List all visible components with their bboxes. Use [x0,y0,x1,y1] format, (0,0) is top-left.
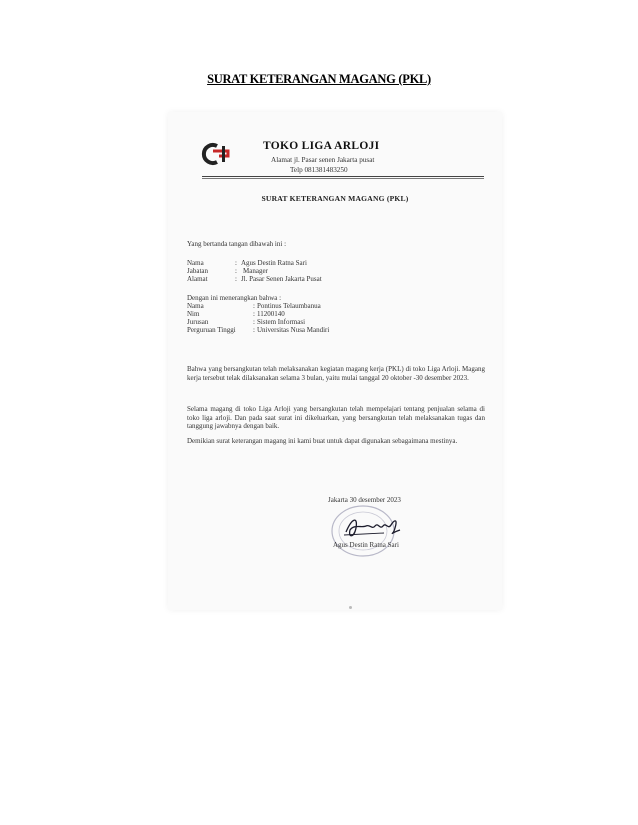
company-phone: Telp 081381483250 [290,166,348,174]
statement-text: Dengan ini menerangkan bahwa : [187,294,282,302]
field-separator: : [253,310,255,318]
field-separator: : [235,275,237,283]
field-separator: : [253,302,255,310]
signatory-row [187,267,268,275]
field-value: Universitas Nusa Mandiri [257,326,330,334]
field-key: Nama [187,302,204,310]
letter-title: SURAT KETERANGAN MAGANG (PKL) [261,194,409,203]
company-logo-icon [200,142,236,166]
header-divider [202,176,484,177]
field-separator: : [253,326,255,334]
field-value: Sistem Informasi [257,318,306,326]
field-key: Perguruan Tinggi [187,326,236,334]
field-value: 11200140 [257,310,285,318]
field-separator: : [253,318,255,326]
company-name: TOKO LIGA ARLOJI [263,140,380,152]
header-divider [202,178,484,179]
field-separator: : [235,259,237,267]
field-value: Jl. Pasar Senen Jakarta Pusat [241,275,322,283]
field-key: Jabatan [187,267,208,275]
field-value: Agus Destin Ratna Sari [241,259,307,267]
student-row [187,326,329,334]
page-title: SURAT KETERANGAN MAGANG (PKL) [207,72,431,86]
student-row [187,310,285,318]
signer-name: Agus Destin Ratna Sari [333,541,399,549]
field-value: Manager [243,267,268,275]
paragraph-activities: Selama magang di toko Liga Arloji yang bersangkutan telah mempelajari tentang penjualan selama di toko liga arloji. Dan pada saat surat ini dikeluarkan, yang bersangkutan telah melaksanakan tugas dan tanggung jawabnya dengan baik. [187,405,485,431]
student-row [187,318,305,326]
company-address: Alamat jl. Pasar senen Jakarta pusat [271,156,375,164]
scanned-letter [168,112,502,610]
field-value: Pontinus Telaumbanua [257,302,321,310]
field-key: Nim [187,310,200,318]
signatory-row [187,275,322,283]
paragraph-closing: Demikian surat keterangan magang ini kami buat untuk dapat digunakan sebagaimana mestinya. [187,437,458,445]
field-separator: : [235,267,237,275]
field-key: Nama [187,259,204,267]
field-key: Alamat [187,275,208,283]
paragraph-internship: Bahwa yang bersangkutan telah melaksanakan kegiatan magang kerja (PKL) di toko Liga Arloji. Magang kerja tersebut telak dilaksanakan selama 3 bulan, yaitu mulai tanggal 20 oktober -30 desember 2023. [187,365,485,382]
intro-text: Yang bertanda tangan dibawah ini : [187,240,287,248]
student-row [187,302,321,310]
scan-speck [349,606,352,609]
place-date: Jakarta 30 desember 2023 [328,496,401,504]
signatory-row [187,259,307,267]
field-key: Jurusan [187,318,209,326]
signature-icon [340,512,404,542]
